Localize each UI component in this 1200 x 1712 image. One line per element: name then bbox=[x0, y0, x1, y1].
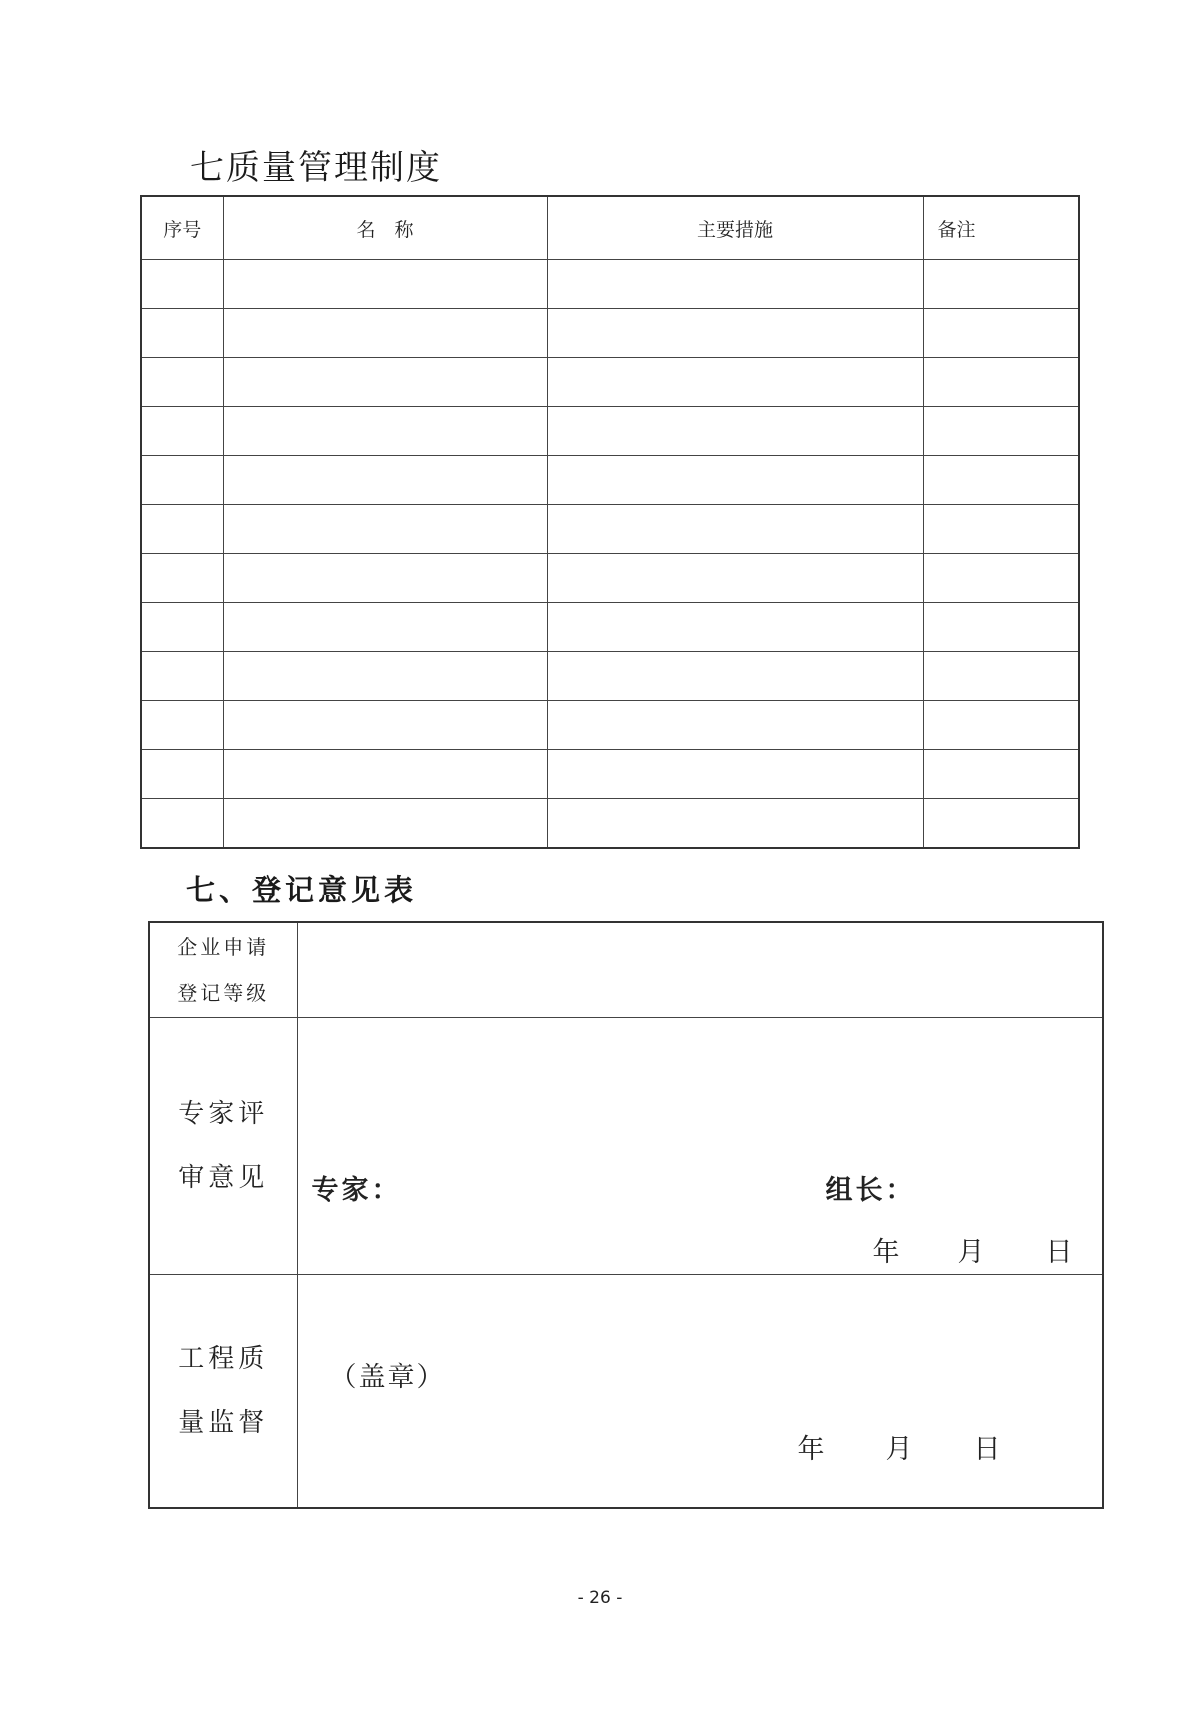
registration-opinion-table bbox=[148, 921, 1104, 1509]
supervision-date-month: 月 bbox=[885, 1434, 913, 1465]
table-cell bbox=[223, 799, 547, 849]
supervision-label: 工程质量监督 bbox=[149, 1275, 297, 1509]
table-header-row bbox=[141, 196, 1079, 260]
table-cell bbox=[141, 603, 223, 652]
expert-opinion-label: 专家评审意见 bbox=[149, 1018, 297, 1275]
table-cell bbox=[547, 603, 923, 652]
row-expert-opinion bbox=[149, 1018, 1103, 1275]
table-cell bbox=[141, 554, 223, 603]
table-row bbox=[141, 260, 1079, 309]
table-cell bbox=[223, 456, 547, 505]
table-row bbox=[141, 652, 1079, 701]
table-cell bbox=[141, 750, 223, 799]
table-cell bbox=[547, 799, 923, 849]
header-index: 序号 bbox=[141, 196, 223, 260]
table-row bbox=[141, 750, 1079, 799]
table-cell bbox=[141, 407, 223, 456]
table-cell bbox=[547, 358, 923, 407]
table-cell bbox=[141, 309, 223, 358]
table-cell bbox=[547, 505, 923, 554]
table-cell bbox=[923, 701, 1079, 750]
table-cell bbox=[141, 456, 223, 505]
table-cell bbox=[223, 554, 547, 603]
seal-label: （盖章） bbox=[329, 1362, 446, 1393]
table-cell bbox=[547, 309, 923, 358]
table-cell bbox=[223, 358, 547, 407]
table-cell bbox=[923, 554, 1079, 603]
table-row bbox=[141, 505, 1079, 554]
expert-opinion-cell bbox=[297, 1018, 1103, 1275]
table-cell bbox=[223, 505, 547, 554]
table-cell bbox=[547, 554, 923, 603]
table-cell bbox=[547, 260, 923, 309]
table-cell bbox=[923, 505, 1079, 554]
table-cell bbox=[923, 603, 1079, 652]
expert-date-day: 日 bbox=[1045, 1237, 1073, 1268]
expert-date-month: 月 bbox=[957, 1237, 985, 1268]
supervision-date-year: 年 bbox=[797, 1434, 825, 1465]
supervision-cell bbox=[297, 1275, 1103, 1509]
table-cell bbox=[923, 750, 1079, 799]
table-row bbox=[141, 407, 1079, 456]
table-cell bbox=[223, 309, 547, 358]
table-cell bbox=[141, 652, 223, 701]
table-cell bbox=[923, 652, 1079, 701]
table-row bbox=[141, 456, 1079, 505]
table-cell bbox=[547, 456, 923, 505]
section-title-registration-opinion: 七、登记意见表 bbox=[186, 873, 418, 907]
quality-system-table bbox=[140, 195, 1080, 849]
table-cell bbox=[547, 750, 923, 799]
expert-signature-label: 专家： bbox=[311, 1175, 402, 1206]
row-supervision bbox=[149, 1275, 1103, 1509]
table-cell bbox=[223, 701, 547, 750]
page-number: - 26 - bbox=[577, 1588, 623, 1608]
table-cell bbox=[223, 260, 547, 309]
table-cell bbox=[141, 799, 223, 849]
table-cell bbox=[923, 799, 1079, 849]
requested-grade-value bbox=[297, 922, 1103, 1018]
table-row bbox=[141, 603, 1079, 652]
table-cell bbox=[547, 652, 923, 701]
table-cell bbox=[223, 750, 547, 799]
table-row bbox=[141, 309, 1079, 358]
table-cell bbox=[223, 603, 547, 652]
leader-signature-label: 组长： bbox=[825, 1175, 916, 1206]
table-row bbox=[141, 358, 1079, 407]
table-cell bbox=[923, 358, 1079, 407]
row-requested-grade bbox=[149, 922, 1103, 1018]
table-row bbox=[141, 554, 1079, 603]
table-cell bbox=[141, 260, 223, 309]
table-cell bbox=[223, 652, 547, 701]
supervision-date-day: 日 bbox=[973, 1434, 1001, 1465]
table-cell bbox=[141, 505, 223, 554]
table-cell bbox=[923, 260, 1079, 309]
header-name: 名 称 bbox=[223, 196, 547, 260]
table-cell bbox=[923, 309, 1079, 358]
table-cell bbox=[141, 701, 223, 750]
table-row bbox=[141, 701, 1079, 750]
table-cell bbox=[923, 407, 1079, 456]
expert-date-year: 年 bbox=[872, 1237, 900, 1268]
table-cell bbox=[547, 407, 923, 456]
table-cell bbox=[547, 701, 923, 750]
header-remarks: 备注 bbox=[923, 196, 1079, 260]
requested-grade-label: 企业申请登记等级 bbox=[149, 922, 297, 1018]
header-measures: 主要措施 bbox=[547, 196, 923, 260]
table-cell bbox=[141, 358, 223, 407]
table-row bbox=[141, 799, 1079, 849]
table-cell bbox=[223, 407, 547, 456]
table-cell bbox=[923, 456, 1079, 505]
section-title-quality-system: 七质量管理制度 bbox=[190, 148, 442, 188]
